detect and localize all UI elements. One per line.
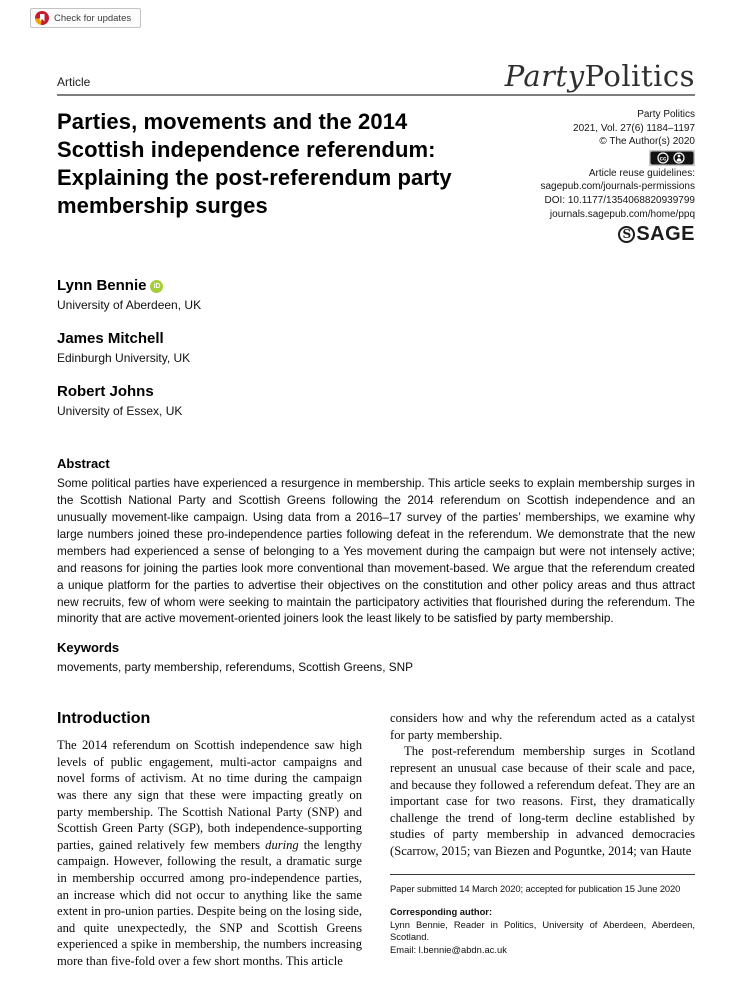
sage-logo-circle-s: S [618,226,635,243]
corresponding-author-email[interactable]: Email: l.bennie@abdn.ac.uk [390,943,507,955]
author-entry [57,277,695,313]
citation-block [489,108,695,243]
author-affiliation: University of Essex, UK [57,404,183,419]
intro-text-after-italic: the lengthy campaign. However, following the result, a dramatic surge in membership occurred among pro-independence parties, an increase which did not occur to anything like the same extent in pro-union parties. Despite being on the losing side, and quite unexpectedly, the SNP and Scottish Greens experienced a spike in membership, the numbers increasing more than five-fold over a few short months. This article [57,837,362,968]
crossmark-icon [35,11,49,25]
cc-by-license-icon[interactable] [649,150,695,166]
right-column [390,710,695,969]
journal-header [57,59,695,96]
keywords-heading: Keywords [57,640,120,656]
abstract-text: Some political parties have experienced a resurgence in membership. This article seeks to explain membership surges in the Scottish National Party and Scottish Greens following the 2014 referendum on Scottish independence and an unusually movement-like campaign. Using data from a 2016–17 survey of the parties’ memberships, we examine why large numbers joined these pro-independence parties following defeat in the referendum. We demonstrate that the new members had experienced a sense of belonging to a Yes movement during the campaign but were not intensely active; and reasons for joining the parties look more conventional than movement-based. We argue that the referendum created a unique platform for the parties to advertise their objectives on the constitution and other policy areas and thus attract new recruits, few of whom were seeking to maintain the participatory activities that flourished during the referendum. The minority that are active movement-oriented joiners look the least likely to be satisfied by party membership. [57,476,695,626]
author-name: Robert Johns [57,383,154,401]
intro-text-before-italic: The 2014 referendum on Scottish independence saw high levels of public engagement, multi-actor campaigns and novel forms of activism. At no time during the campaign was there any sign that these were impacting greatly on party membership. The Scottish National Party (SNP) and Scottish Green Party (SGP), both independence-supporting parties, gained relatively few members [57,738,362,852]
submission-dates: Paper submitted 14 March 2020; accepted for publication 15 June 2020 [390,882,681,894]
author-affiliation: Edinburgh University, UK [57,351,191,366]
meta-reuse-link[interactable]: sagepub.com/journals-permissions [540,181,695,193]
check-for-updates-label: Check for updates [54,12,132,24]
meta-copyright-line: © The Author(s) 2020 [599,136,695,148]
corresponding-author-text: Lynn Bennie, Reader in Politics, University of Aberdeen, Aberdeen, Scotland. [390,918,695,943]
introduction-paragraph-1 [57,737,362,969]
author-entry [57,330,695,366]
meta-reuse-label: Article reuse guidelines: [588,167,695,179]
author-affiliation: University of Aberdeen, UK [57,298,202,313]
body-columns [57,710,695,969]
introduction-paragraph-2: The post-referendum membership surges in Scotland represent an unusual case because of their scale and pace, and because they followed a referendum defeat. They are an important case for two reasons. First, they dramatically challenge the trend of long-term decline established by studies of party membership in advanced democracies (Scarrow, 2015; van Biezen and Poguntke, 2014; van Haute [390,744,695,858]
author-name: James Mitchell [57,330,164,348]
sage-logo-wordmark: SAGE [636,222,695,245]
journal-logo [504,59,695,93]
intro-text-italic-word: during [265,837,299,852]
footnote-block [390,874,695,957]
page-title: Parties, movements and the 2014 Scottish independence referendum: Explaining the post-referendum party membership surges [57,109,452,218]
abstract-section [57,456,695,627]
meta-volume-line: 2021, Vol. 27(6) 1184–1197 [573,122,695,134]
article-type-label: Article [57,75,91,89]
meta-doi-line[interactable]: DOI: 10.1177/1354068820939799 [544,194,695,206]
svg-text:cc: cc [659,156,667,163]
abstract-heading: Abstract [57,456,110,472]
author-list [57,277,695,419]
check-for-updates-button[interactable] [30,8,141,28]
journal-logo-regular: Politics [584,59,695,93]
corresponding-author-label: Corresponding author: [390,906,493,918]
left-column [57,710,362,969]
author-entry [57,383,695,419]
keywords-text: movements, party membership, referendums, Scottish Greens, SNP [57,660,414,675]
introduction-paragraph-continued: considers how and why the referendum acted as a catalyst for party membership. [390,711,695,742]
sage-logo [489,222,695,245]
orcid-icon[interactable]: iD [150,280,163,293]
author-name: Lynn Bennie [57,277,147,295]
meta-journal-name: Party Politics [637,109,695,120]
journal-logo-italic: Party [504,59,585,93]
meta-home-link[interactable]: journals.sagepub.com/home/ppq [549,208,695,220]
keywords-section [57,640,695,676]
introduction-heading: Introduction [57,710,151,728]
